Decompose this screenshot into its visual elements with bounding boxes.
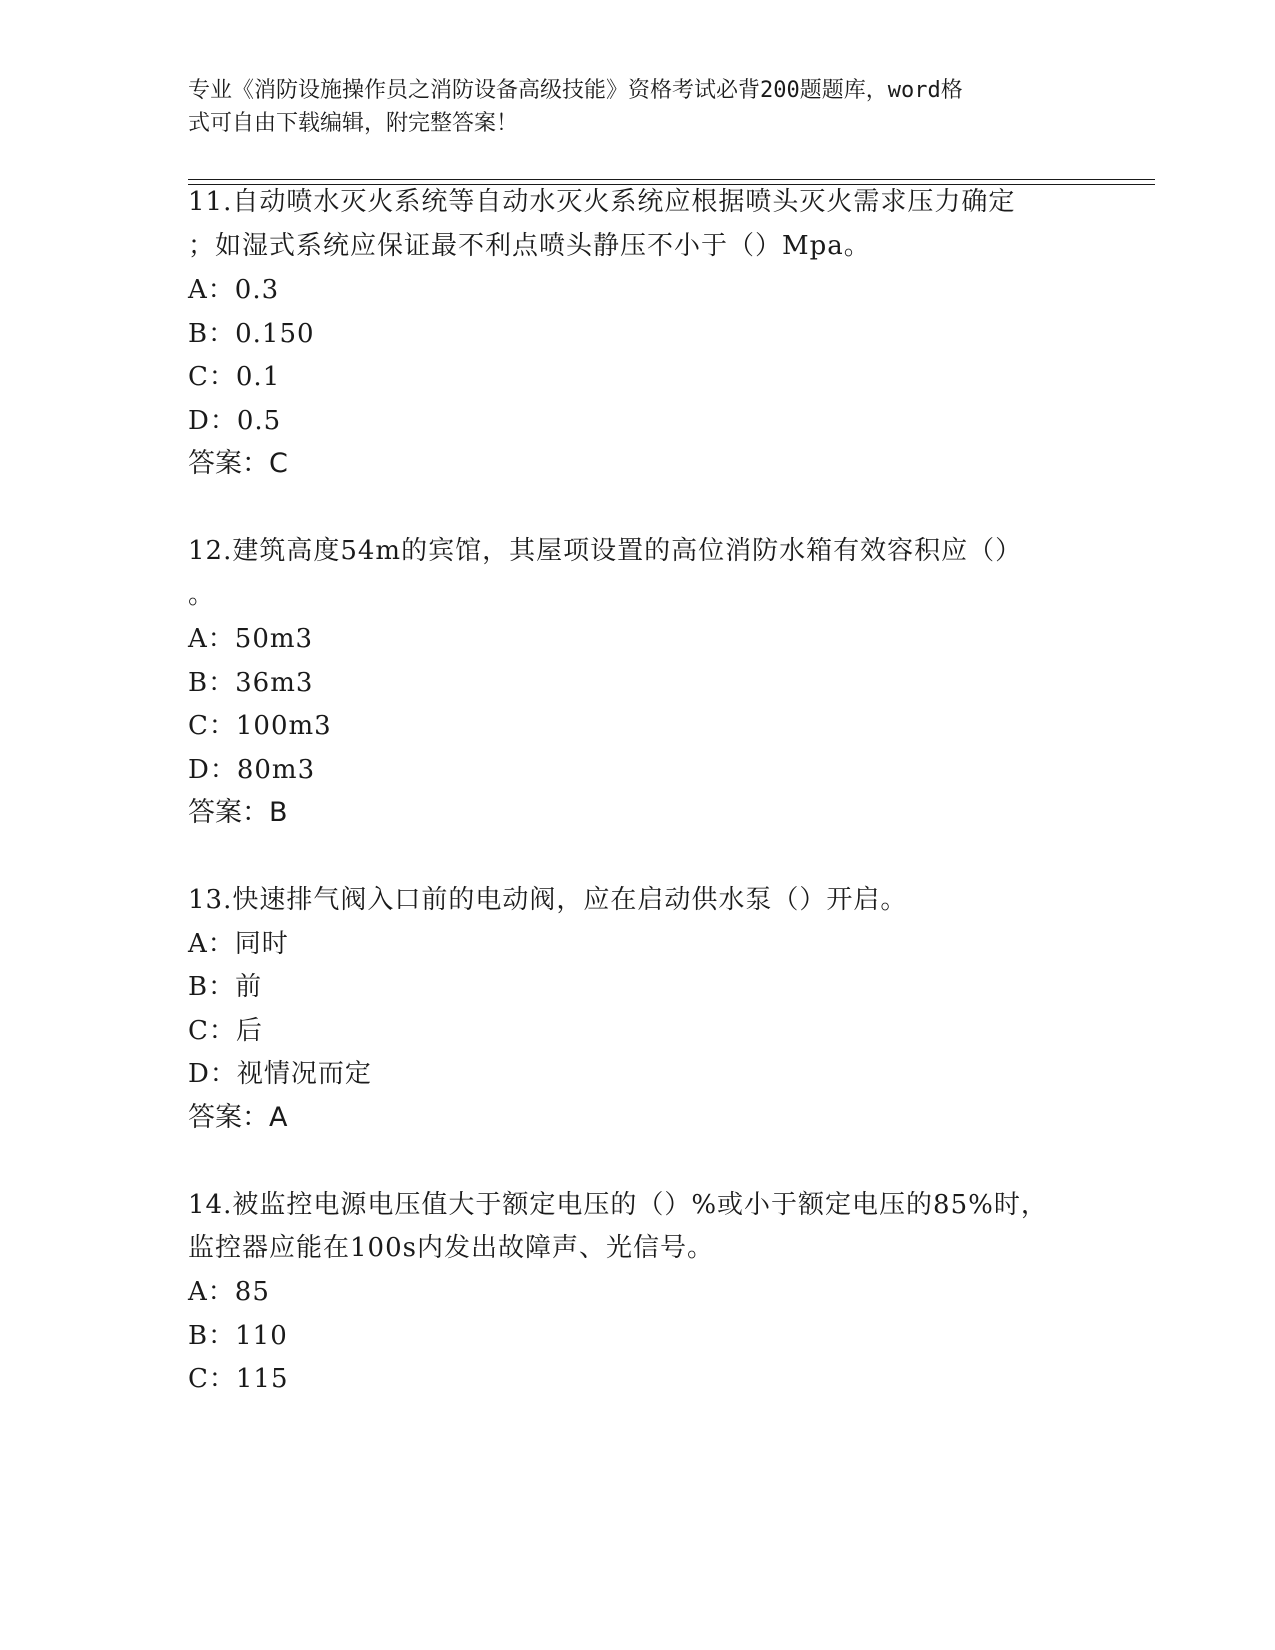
question-12-option-b: B：36m3 (188, 668, 314, 698)
question-13-option-a: A：同时 (188, 929, 289, 959)
question-12-answer: 答案：B (188, 797, 288, 828)
header-divider-top (188, 179, 1155, 180)
question-13-line-1: 13.快速排气阀入口前的电动阀，应在启动供水泵（）开启。 (188, 885, 908, 915)
header-line-1: 专业《消防设施操作员之消防设备高级技能》资格考试必背200题题库，word格 (188, 78, 963, 103)
question-11-option-b: B：0.150 (188, 319, 315, 349)
question-11-answer: 答案：C (188, 448, 288, 479)
question-13-answer: 答案：A (188, 1102, 288, 1133)
question-11-option-a: A：0.3 (188, 275, 280, 305)
question-12-line-1: 12.建筑高度54m的宾馆，其屋项设置的高位消防水箱有效容积应（） (188, 536, 1023, 566)
question-11-option-d: D：0.5 (188, 406, 282, 436)
question-11-option-c: C：0.1 (188, 362, 281, 392)
question-14-option-b: B：110 (188, 1321, 288, 1351)
question-14-line-1: 14.被监控电源电压值大于额定电压的（）%或小于额定电压的85%时， (188, 1190, 1048, 1220)
question-11-line-1: 11.自动喷水灭火系统等自动水灭火系统应根据喷头灭火需求压力确定 (188, 187, 1016, 217)
question-14-option-a: A：85 (188, 1277, 270, 1307)
question-12-option-a: A：50m3 (188, 624, 314, 654)
question-12-option-d: D：80m3 (188, 755, 316, 785)
document-header (188, 74, 1068, 140)
header-divider-bottom (188, 184, 1155, 185)
question-14-line-2: 监控器应能在100s内发出故障声、光信号。 (188, 1233, 714, 1263)
question-13-option-d: D：视情况而定 (188, 1059, 372, 1089)
question-12-option-c: C：100m3 (188, 711, 332, 741)
question-11-line-2: ；如湿式系统应保证最不利点喷头静压不小于（）Mpa。 (188, 231, 871, 261)
header-line-2: 式可自由下载编辑，附完整答案！ (188, 111, 519, 136)
question-12-line-2: 。 (188, 580, 216, 610)
question-14-option-c: C：115 (188, 1364, 289, 1394)
question-13-option-b: B：前 (188, 972, 263, 1002)
question-13-option-c: C：后 (188, 1016, 263, 1046)
